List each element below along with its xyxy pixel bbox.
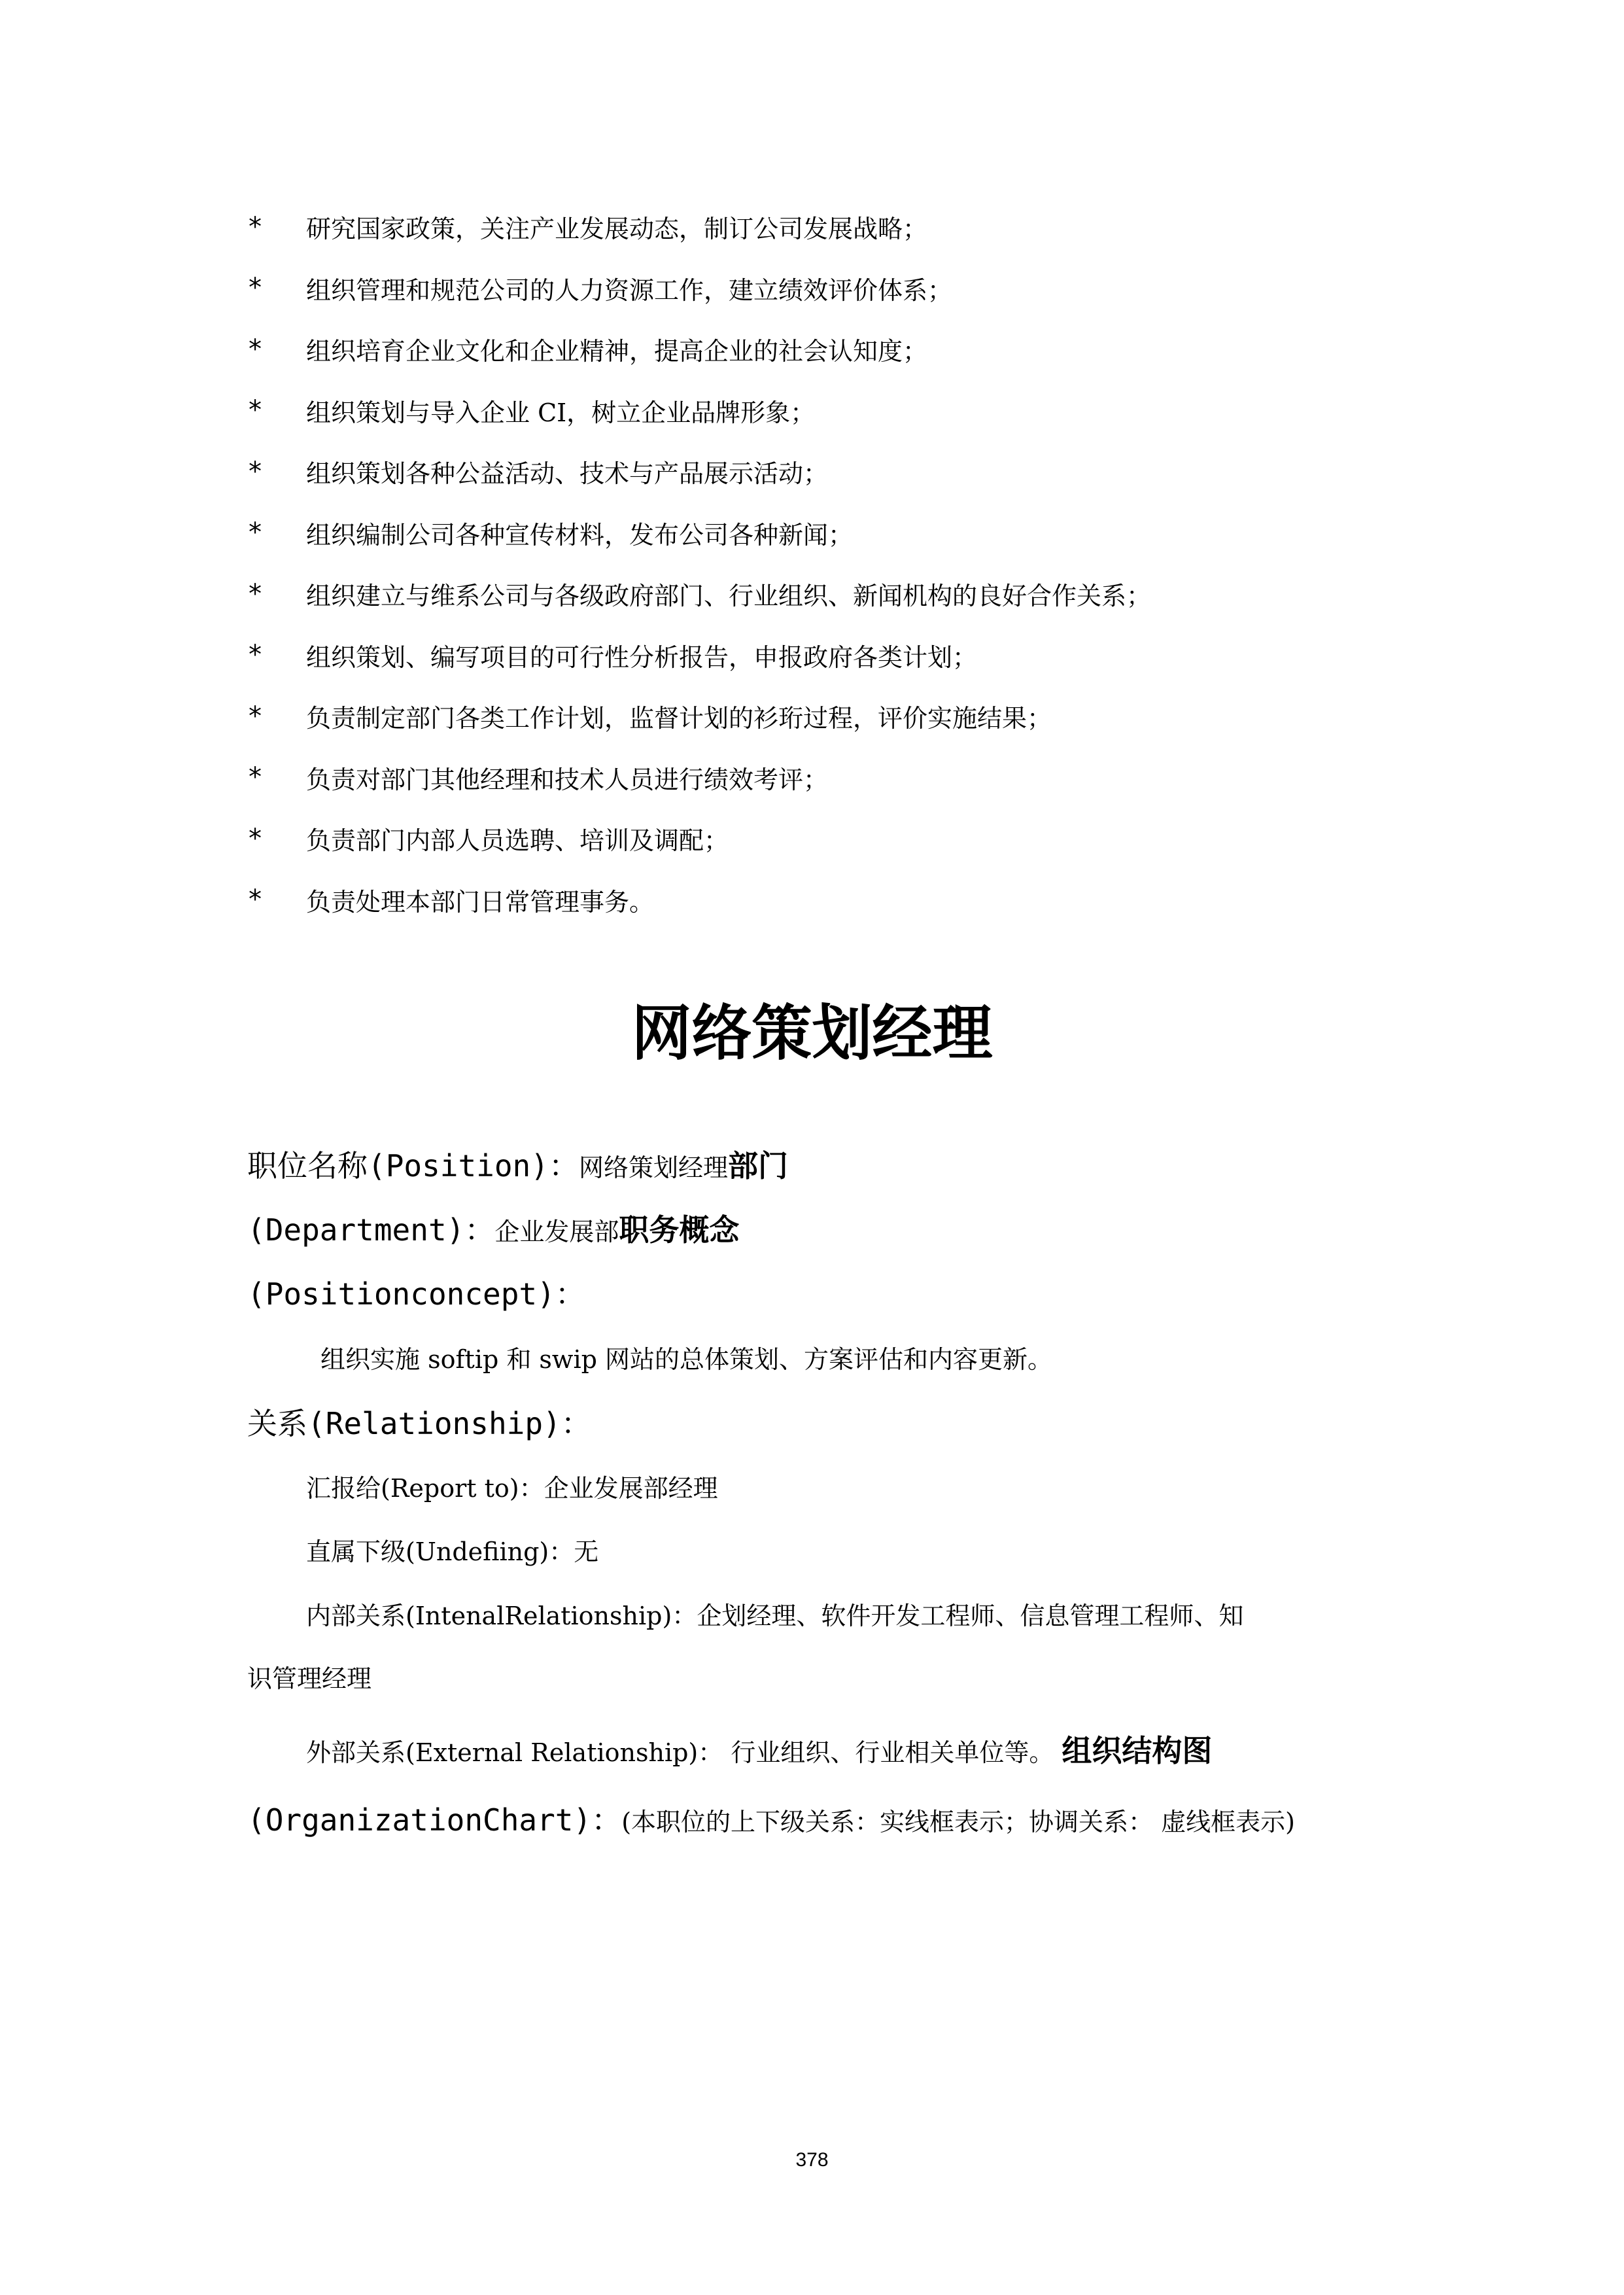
duty-item bbox=[247, 319, 1490, 380]
internal-relationship-line1: 内部关系(IntenalRelationship)：企划经理、软件开发工程师、信息管理工程师、知 bbox=[306, 1602, 1244, 1630]
bullet-star-icon: * bbox=[247, 395, 264, 426]
bullet-star-icon: * bbox=[247, 640, 264, 671]
org-chart-line bbox=[247, 1800, 1295, 1842]
internal-relationship-line2: 识管理经理 bbox=[247, 1664, 372, 1693]
department-heading: 部门 bbox=[727, 1148, 788, 1183]
bullet-star-icon: * bbox=[247, 211, 264, 242]
external-relationship-line bbox=[306, 1731, 1212, 1772]
direct-subordinate: 直属下级(Undefiing)：无 bbox=[306, 1537, 599, 1566]
org-chart-label: (OrganizationChart)： bbox=[247, 1802, 622, 1838]
duty-item bbox=[247, 196, 1490, 258]
duty-text: 负责对部门其他经理和技术人员进行绩效考评； bbox=[306, 765, 829, 794]
relationship-label: 关系(Relationship)： bbox=[247, 1406, 591, 1441]
bullet-star-icon: * bbox=[247, 762, 264, 793]
org-chart-note: (本职位的上下级关系：实线框表示；协调关系： 虚线框表示) bbox=[621, 1808, 1295, 1836]
page-number: 378 bbox=[795, 2149, 829, 2171]
bullet-star-icon: * bbox=[247, 885, 264, 915]
position-line bbox=[247, 1146, 788, 1187]
department-line bbox=[247, 1210, 739, 1252]
concept-label: (Positionconcept)： bbox=[247, 1276, 585, 1312]
position-label: 职位名称(Position)： bbox=[247, 1148, 579, 1183]
duty-item bbox=[247, 869, 1490, 931]
bullet-star-icon: * bbox=[247, 823, 264, 854]
position-value: 网络策划经理 bbox=[578, 1153, 728, 1182]
bullet-star-icon: * bbox=[247, 334, 264, 364]
duty-item bbox=[247, 380, 1490, 442]
duty-text: 组织编制公司各种宣传材料，发布公司各种新闻； bbox=[306, 520, 854, 550]
duty-text: 负责部门内部人员选聘、培训及调配； bbox=[306, 826, 729, 856]
concept-heading: 职务概念 bbox=[619, 1212, 740, 1248]
duty-item bbox=[247, 563, 1490, 625]
duty-item bbox=[247, 686, 1490, 747]
duty-text: 负责处理本部门日常管理事务。 bbox=[306, 887, 655, 917]
duty-item bbox=[247, 625, 1490, 686]
duty-text: 负责制定部门各类工作计划，监督计划的衫珩过程，评价实施结果； bbox=[306, 704, 1052, 733]
duty-item bbox=[247, 502, 1490, 564]
concept-text: 组织实施 softip 和 swip 网站的总体策划、方案评估和内容更新。 bbox=[320, 1345, 1053, 1374]
org-chart-heading: 组织结构图 bbox=[1062, 1733, 1213, 1768]
duty-text: 组织建立与维系公司与各级政府部门、行业组织、新闻机构的良好合作关系； bbox=[306, 582, 1152, 611]
department-label: (Department)： bbox=[247, 1212, 495, 1248]
bullet-star-icon: * bbox=[247, 273, 264, 304]
duty-item bbox=[247, 747, 1490, 809]
duty-list bbox=[247, 196, 1490, 930]
duty-text: 组织培育企业文化和企业精神，提高企业的社会认知度； bbox=[306, 337, 928, 366]
relationship-heading-line bbox=[247, 1404, 591, 1445]
duty-text: 组织策划与导入企业 CI，树立企业品牌形象； bbox=[306, 398, 816, 427]
duty-text: 组织管理和规范公司的人力资源工作，建立绩效评价体系； bbox=[306, 275, 953, 305]
bullet-star-icon: * bbox=[247, 517, 264, 548]
duty-item bbox=[247, 441, 1490, 502]
report-to: 汇报给(Report to)：企业发展部经理 bbox=[306, 1474, 718, 1503]
duty-item bbox=[247, 808, 1490, 869]
bullet-star-icon: * bbox=[247, 701, 264, 731]
duty-text: 组织策划各种公益活动、技术与产品展示活动； bbox=[306, 459, 829, 489]
duty-text: 研究国家政策，关注产业发展动态，制订公司发展战略； bbox=[306, 215, 928, 244]
department-value: 企业发展部 bbox=[494, 1218, 619, 1246]
bullet-star-icon: * bbox=[247, 456, 264, 487]
concept-label-line bbox=[247, 1274, 585, 1316]
duty-item bbox=[247, 258, 1490, 319]
bullet-star-icon: * bbox=[247, 578, 264, 609]
external-relationship: 外部关系(External Relationship)： 行业组织、行业相关单位等。 bbox=[306, 1738, 1054, 1767]
section-title: 网络策划经理 bbox=[631, 998, 993, 1068]
duty-text: 组织策划、编写项目的可行性分析报告，申报政府各类计划； bbox=[306, 642, 978, 672]
